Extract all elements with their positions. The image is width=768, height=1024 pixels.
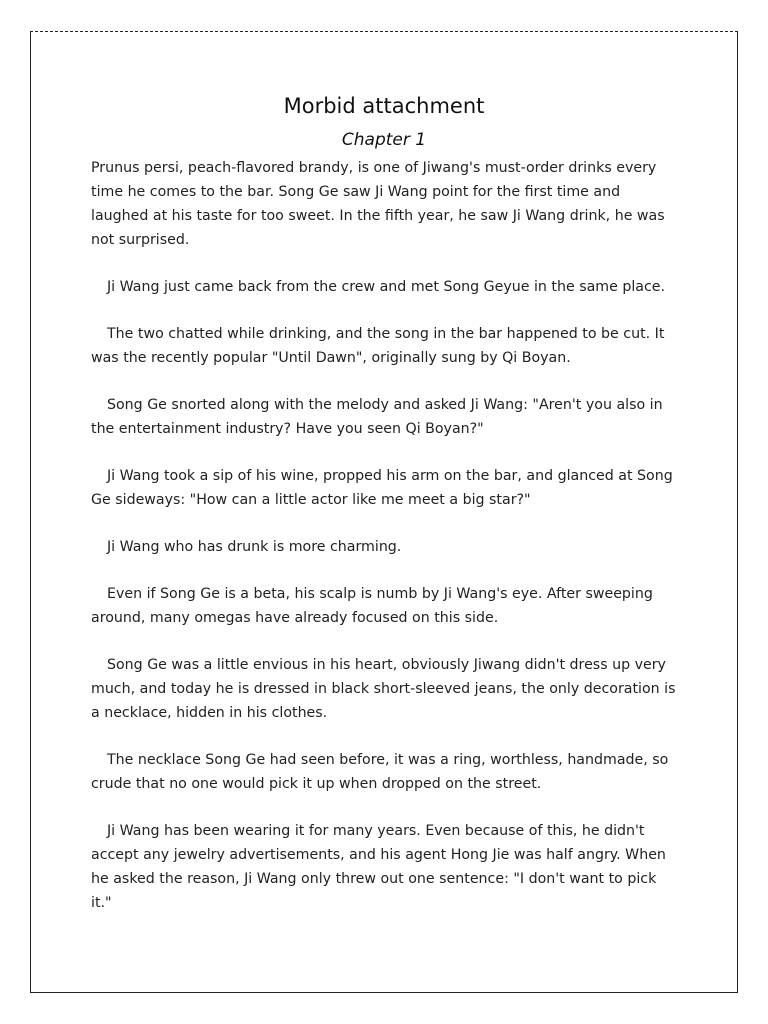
document-body [91,156,681,938]
paragraph: Ji Wang just came back from the crew and met Song Geyue in the same place. [107,279,666,295]
paragraph: Even if Song Ge is a beta, his scalp is numb by Ji Wang's eye. After sweeping around, many omegas have already focused on this side. [91,586,653,626]
chapter-heading: Chapter 1 [341,130,427,150]
paragraph: Song Ge snorted along with the melody and asked Ji Wang: "Aren't you also in the entertainment industry? Have you seen Qi Boyan?" [91,397,663,437]
paragraph: The two chatted while drinking, and the song in the bar happened to be cut. It was the recently popular "Until Dawn", originally sung by Qi Boyan. [91,326,665,366]
document-page [30,31,738,993]
paragraph: The necklace Song Ge had seen before, it was a ring, worthless, handmade, so crude that no one would pick it up when dropped on the street. [91,752,669,792]
document-title: Morbid attachment [283,94,485,118]
paragraph: Ji Wang took a sip of his wine, propped his arm on the bar, and glanced at Song Ge sideways: "How can a little actor like me meet a big star?" [91,468,673,508]
paragraph: Prunus persi, peach-flavored brandy, is one of Jiwang's must-order drinks every time he comes to the bar. Song Ge saw Ji Wang point for the first time and laughed at his taste for too sweet. In the fifth year, he saw Ji Wang drink, he was not surprised. [91,160,665,248]
paragraph: Song Ge was a little envious in his heart, obviously Jiwang didn't dress up very much, and today he is dressed in black short-sleeved jeans, the only decoration is a necklace, hidden in his clothes. [91,657,676,721]
paragraph: Ji Wang who has drunk is more charming. [107,539,402,555]
paragraph: Ji Wang has been wearing it for many years. Even because of this, he didn't accept any jewelry advertisements, and his agent Hong Jie was half angry. When he asked the reason, Ji Wang only threw out one sentence: "I don't want to pick it." [91,823,666,911]
